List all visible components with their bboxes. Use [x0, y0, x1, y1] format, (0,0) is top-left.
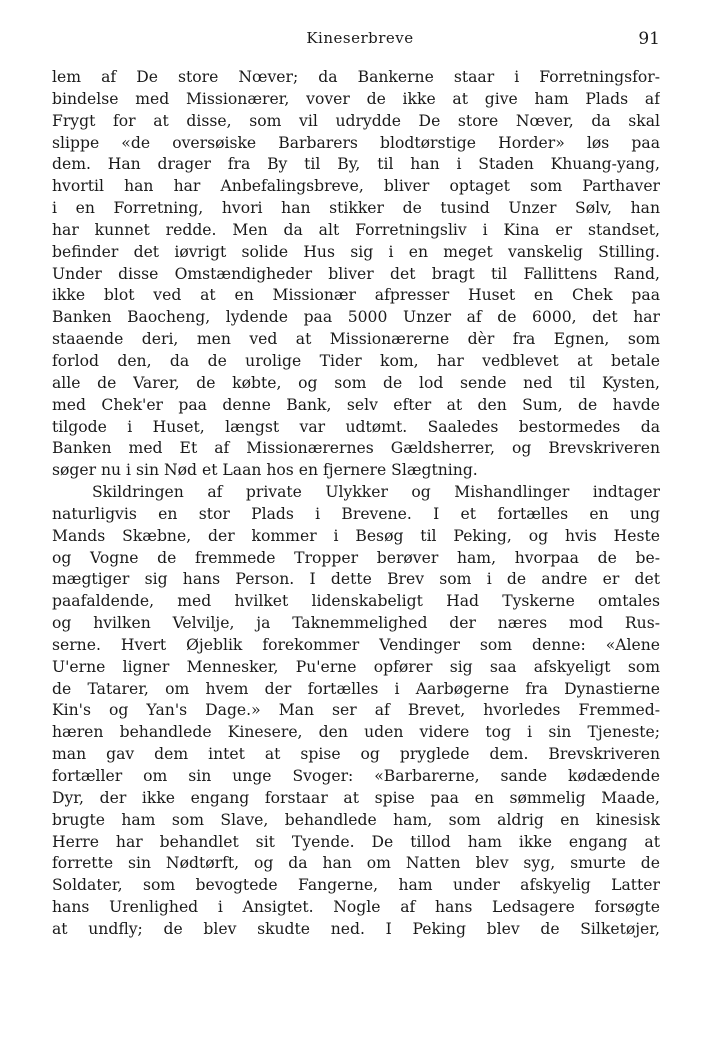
text-line: og hvilken Velvilje, ja Taknemmelighed der næres mod Rus-	[52, 614, 660, 633]
text-line: brugte ham som Slave, behandlede ham, som aldrig en kinesisk	[52, 810, 660, 829]
text-line: lem af De store Nœver; da Bankerne staar i Forretningsfor-	[52, 68, 660, 86]
text-line: Frygt for at disse, som vil udrydde De store Nœver, da skal	[52, 111, 660, 130]
text-line: Mands Skæbne, der kommer i Besøg til Peking, og hvis Heste	[52, 526, 660, 545]
running-title: Kineserbreve	[306, 29, 414, 47]
text-line: alle de Varer, de købte, og som de lod sende ned til Kysten,	[52, 373, 660, 392]
text-line: i en Forretning, hvori han stikker de tusind Unzer Sølv, han	[52, 199, 660, 218]
page-number: 91	[638, 29, 660, 49]
text-line: naturligvis en stor Plads i Brevene. I et fortælles en ung	[52, 504, 660, 523]
text-line: og Vogne de fremmede Tropper berøver ham, hvorpaa de be-	[52, 548, 660, 567]
text-line: dem. Han drager fra By til By, til han i Staden Khuang-yang,	[52, 155, 660, 174]
text-line: hæren behandlede Kinesere, den uden videre tog i sin Tjeneste;	[52, 723, 660, 742]
text-line: at undfly; de blev skudte ned. I Peking blev de Silketøjer,	[52, 919, 660, 938]
text-line: mægtiger sig hans Person. I dette Brev som i de andre er det	[52, 570, 660, 589]
running-header	[60, 29, 660, 53]
text-line: Banken Baocheng, lydende paa 5000 Unzer af de 6000, det har	[52, 308, 660, 327]
text-line: man gav dem intet at spise og pryglede dem. Brevskriveren	[52, 745, 660, 764]
text-line: serne. Hvert Øjeblik forekommer Vendinger som denne: «Alene	[52, 635, 660, 654]
text-line: fortæller om sin unge Svoger: «Barbarerne, sande kødædende	[52, 767, 660, 785]
text-line: Under disse Omstændigheder bliver det bragt til Fallittens Rand,	[52, 264, 660, 283]
text-line: Soldater, som bevogtede Fangerne, ham under afskyelig Latter	[52, 876, 660, 895]
text-line: forrette sin Nødtørft, og da han om Natten blev syg, smurte de	[52, 854, 660, 873]
text-line: de Tatarer, om hvem der fortælles i Aarbøgerne fra Dynastierne	[52, 679, 660, 698]
text-line: Herre har behandlet sit Tyende. De tillod ham ikke engang at	[52, 832, 660, 851]
text-line: tilgode i Huset, længst var udtømt. Saaledes bestormedes da	[52, 417, 660, 436]
text-line: Dyr, der ikke engang forstaar at spise paa en sømmelig Maade,	[52, 788, 660, 807]
text-line: hans Urenlighed i Ansigtet. Nogle af hans Ledsagere forsøgte	[52, 898, 660, 917]
body-text	[52, 67, 660, 941]
text-line: U'erne ligner Mennesker, Pu'erne opfører sig saa afskyeligt som	[52, 657, 660, 676]
text-line: har kunnet redde. Men da alt Forretningsliv i Kina er standset,	[52, 220, 660, 239]
text-line: befinder det iøvrigt solide Hus sig i en meget vanskelig Stilling.	[52, 242, 660, 261]
text-line: bindelse med Missionærer, vover de ikke at give ham Plads af	[52, 89, 660, 108]
text-line: hvortil han har Anbefalingsbreve, bliver optaget som Parthaver	[52, 177, 660, 196]
text-line-paragraph-start: Skildringen af private Ulykker og Mishandlinger indtager	[92, 483, 660, 502]
text-line: slippe «de oversøiske Barbarers blodtørstige Horder» løs paa	[52, 133, 660, 152]
text-line: ikke blot ved at en Missionær afpresser Huset en Chek paa	[52, 286, 660, 305]
text-line: søger nu i sin Nød et Laan hos en fjernere Slægtning.	[52, 461, 478, 480]
text-line: Banken med Et af Missionærernes Gældsherrer, og Brevskriveren	[52, 439, 660, 458]
text-line: med Chek'er paa denne Bank, selv efter at den Sum, de havde	[52, 395, 660, 414]
text-line: forlod den, da de urolige Tider kom, har vedblevet at betale	[52, 351, 660, 370]
text-line: Kin's og Yan's Dage.» Man ser af Brevet, hvorledes Fremmed-	[52, 701, 660, 720]
text-line: paafaldende, med hvilket lidenskabeligt Had Tyskerne omtales	[52, 592, 660, 611]
text-line: staaende deri, men ved at Missionærerne dèr fra Egnen, som	[52, 330, 660, 349]
